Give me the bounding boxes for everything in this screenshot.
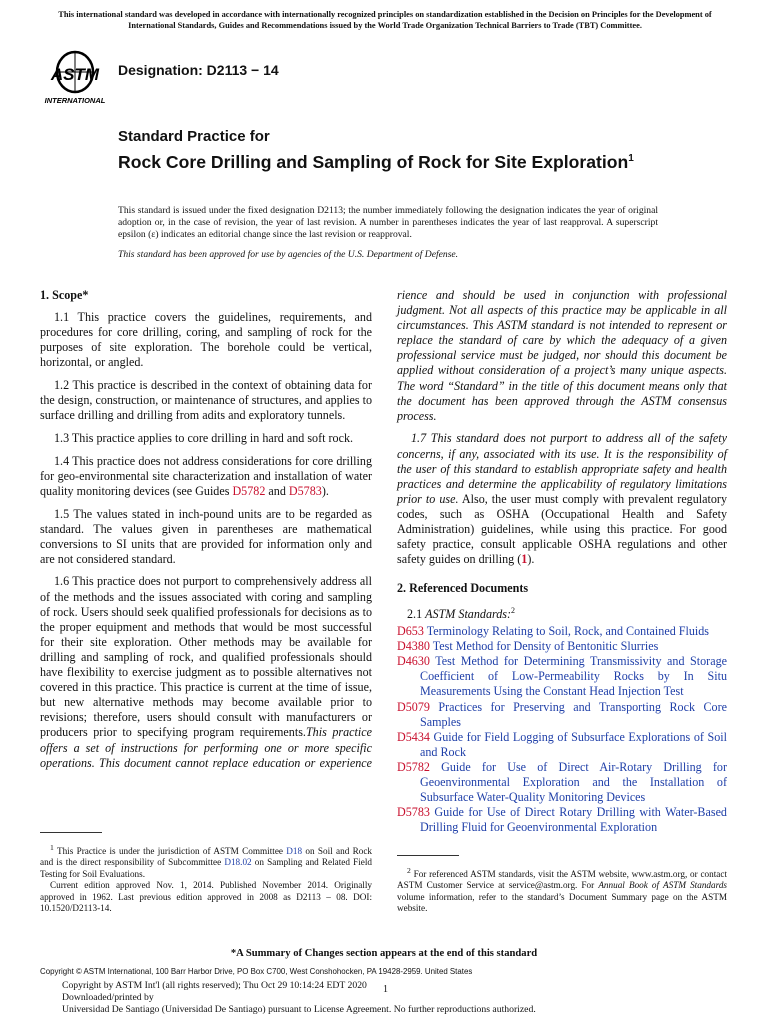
astm-standards-label — [397, 603, 727, 622]
reference-title-link[interactable]: Terminology Relating to Soil, Rock, and Contained Fluids — [426, 624, 710, 639]
para-1-4 — [40, 454, 372, 499]
para-1-3: 1.3 This practice applies to core drilling in hard and soft rock. — [54, 430, 354, 445]
para-1-4-and: and — [265, 483, 289, 498]
page-number: 1 — [383, 984, 388, 995]
para-1-6-text: 1.6 This practice does not purport to comprehensively address all of the methods and the issues associated with coring and sampling of rock. Users should seek qualified professionals for decisions as to the proper equipment and methods that would be most successful for their site exploration. Other methods may be available for drilling and sampling of rock, and qualified professionals should have flexibility to exercise judgment as to possible alternatives not covered in this practice. This practice is current at the time of issue, but new alternative methods may become available prior to revisions; therefore, users should consult with manufacturers or producers prior to specifying program requirements. — [40, 574, 372, 740]
reference-title-link[interactable]: Guide for Use of Direct Air-Rotary Drilling for Geoenvironmental Exploration and the Installation of Subsurface Water-Quality Monitoring Devices — [420, 759, 727, 805]
para-1-6-continued: rience and should be used in conjunction with professional judgment. Not all aspects of this practice may be applicable in all circumstances. This ASTM standard is not intended to represent or replace the standard of care by which the adequacy of a given professional service must be judged, nor should this document be applied without consideration of a project’s many unique aspects. The word “Standard” in the title of this document means only that the document has been approved through the ASTM consensus process. — [397, 288, 727, 423]
top-notice: This international standard was developed in accordance with internationally recognized principles on standardization established in the Decision on Principles for the Development of International Standards, Guides and Recommendations issued by the World Trade Organization Technical Barriers to Trade (TBT) Committee. — [58, 10, 712, 30]
footnote-2-a: For referenced ASTM standards, visit the ASTM website, www.astm.org, or contact ASTM Customer Service at service@astm.org. For — [397, 869, 727, 891]
reference-code-link[interactable]: D5079 — [397, 699, 430, 714]
para-1-5: 1.5 The values stated in inch-pound units are to be regarded as standard. The values given in parentheses are mathematical conversions to SI units that are provided for information only and are not considered standard. — [40, 506, 372, 566]
summary-note: *A Summary of Changes section appears at the end of this standard — [230, 948, 538, 959]
footnote-1-edition: Current edition approved Nov. 1, 2014. Published November 2014. Originally approved in 1962. Last previous edition approved in 2008 as D2113 – 08. DOI: 10.1520/D2113-14. — [40, 880, 372, 914]
footnote-rule-2 — [397, 855, 459, 856]
link-d18[interactable]: D18 — [286, 846, 303, 857]
footnote-1-mark: 1 — [50, 843, 54, 852]
scope-heading: 1. Scope* — [40, 288, 89, 302]
reference-item — [397, 760, 727, 805]
copyright-line: Copyright © ASTM International, 100 Barr Harbor Drive, PO Box C700, West Conshohocken, PA 19428-2959. United States — [40, 967, 473, 976]
footnote-2 — [397, 855, 727, 915]
reference-item — [397, 805, 727, 835]
link-d5782[interactable]: D5782 — [232, 483, 266, 498]
reference-title-link[interactable]: Practices for Preserving and Transporting Rock Core Samples — [420, 699, 727, 729]
reference-code-link[interactable]: D4380 — [397, 639, 430, 654]
left-column — [40, 288, 372, 772]
footnote-1-c: on Sampling and Related Field Testing for Soil Evaluations. — [40, 857, 373, 879]
para-1-7 — [397, 431, 727, 567]
reference-title-link[interactable]: Guide for Field Logging of Subsurface Explorations of Soil and Rock — [420, 729, 727, 759]
reference-code-link[interactable]: D5782 — [397, 759, 430, 774]
para-1-6-italic: This practice offers a set of instructions for performing one or more specific operations. This document cannot replace education or experience — [40, 725, 372, 770]
link-d18-02[interactable]: D18.02 — [224, 857, 252, 868]
download-notice — [62, 980, 536, 1016]
footnote-1 — [40, 832, 372, 915]
document-title — [118, 148, 638, 173]
para-1-4-text: 1.4 This practice does not address considerations for core drilling for geo-environmental site characterization and installation of water quality monitoring devices (see Guides — [40, 453, 372, 498]
reference-list — [397, 624, 727, 835]
reference-title-link[interactable]: Guide for Use of Direct Rotary Drilling with Water-Based Drilling Fluid for Geoenvironmental Exploration — [420, 805, 727, 835]
reference-title-link[interactable]: Test Method for Determining Transmissivity and Storage Coefficient of Low-Permeability Rocks by In Situ Measurements Using the Constant Head Injection Test — [420, 654, 727, 699]
reference-code-link[interactable]: D653 — [397, 624, 424, 639]
download-line-2: Downloaded/printed by — [62, 992, 154, 1003]
reference-code-link[interactable]: D5434 — [397, 729, 430, 744]
para-1-6 — [40, 574, 372, 772]
astm-logo — [42, 50, 108, 106]
approved-note: This standard has been approved for use by agencies of the U.S. Department of Defense. — [118, 249, 459, 260]
designation: Designation: D2113 − 14 — [118, 62, 279, 78]
footnote-rule — [40, 832, 102, 833]
download-line-3: Universidad De Santiago (Universidad De Santiago) pursuant to License Agreement. No further reproductions authorized. — [62, 1004, 536, 1015]
astm-standards-num: 2.1 — [407, 607, 426, 621]
link-d5783[interactable]: D5783 — [288, 483, 322, 498]
issue-note: This standard is issued under the fixed designation D2113; the number immediately following the designation indicates the year of original adoption or, in the case of revision, the year of last revision. A number in parentheses indicates the year of last reapproval. A superscript epsilon (ε) indicates an editorial change since the last revision or reapproval. — [118, 205, 658, 241]
footnote-2-mark: 2 — [407, 866, 411, 875]
title-footnote-mark: 1 — [628, 153, 634, 164]
para-1-7-end: ). — [527, 552, 535, 567]
download-line-1: Copyright by ASTM Int'l (all rights reserved); Thu Oct 29 10:14:24 EDT 2020 — [62, 980, 367, 991]
title-pre: Standard Practice for — [118, 128, 270, 145]
refdocs-heading: 2. Referenced Documents — [397, 580, 529, 595]
footnote-2-italic: Annual Book of ASTM Standards — [598, 880, 728, 891]
para-1-7-text: Also, the user must comply with prevalent regulatory codes, such as OSHA (Occupational Health and Safety Administration) guidelines, while using this practice. For good safety practice, consult applicable OSHA regulations and other safety guides on drilling ( — [397, 491, 727, 567]
footnote-1-b: on Soil and Rock and is the direct responsibility of Subcommittee — [40, 846, 373, 868]
para-1-4-end: ). — [321, 483, 329, 498]
logo-text: ASTM — [50, 65, 100, 84]
footnote-2-text — [397, 865, 727, 915]
astm-standards-text: ASTM Standards: — [425, 607, 512, 621]
reference-code-link[interactable]: D5783 — [397, 805, 430, 820]
link-ref-1[interactable]: 1 — [521, 552, 528, 567]
reference-title-link[interactable]: Test Method for Density of Bentonitic Slurries — [432, 639, 659, 654]
reference-item — [397, 654, 727, 699]
reference-item — [397, 624, 727, 639]
right-column — [397, 288, 727, 835]
para-1-7-italic: 1.7 This standard does not purport to address all of the safety concerns, if any, associated with its use. It is the responsibility of the user of this standard to establish appropriate safety and health practices and determine the applicability of regulatory limitations prior to use. — [397, 431, 727, 506]
reference-item — [397, 639, 727, 654]
logo-subtext: INTERNATIONAL — [44, 96, 106, 105]
para-1-1: 1.1 This practice covers the guidelines, requirements, and procedures for core drilling, coring, and sampling of rock for the purposes of site exploration. The borehole could be vertical, horizontal, or angled. — [40, 310, 372, 370]
footnote-1-a: This Practice is under the jurisdiction of ASTM Committee — [53, 846, 287, 857]
reference-code-link[interactable]: D4630 — [397, 654, 430, 669]
astm-standards-fn: 2 — [511, 605, 516, 615]
para-1-2: 1.2 This practice is described in the context of obtaining data for the design, construction, or maintenance of structures, and applies to surface drilling and drilling from adits and exploratory tunnels. — [40, 378, 372, 423]
reference-item — [397, 730, 727, 760]
title-text: Rock Core Drilling and Sampling of Rock for Site Exploration — [118, 151, 629, 172]
footnote-2-b: volume information, refer to the standard’s Document Summary page on the ASTM website. — [397, 891, 727, 914]
reference-item — [397, 700, 727, 730]
footnote-1-text — [40, 842, 372, 880]
